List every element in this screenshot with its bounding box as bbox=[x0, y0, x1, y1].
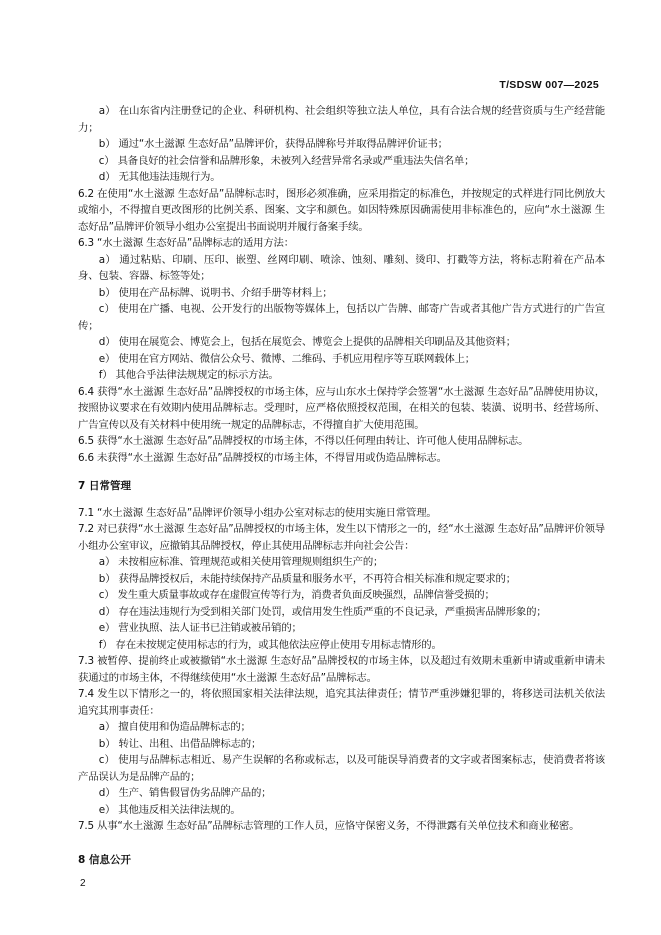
standard-code: T/SDSW 007—2025 bbox=[499, 79, 599, 91]
list-item: c） 具备良好的社会信誉和品牌形象，未被列入经营异常名录或严重违法失信名单； bbox=[98, 154, 475, 167]
list-item: e） 其他违反相关法律法规的。 bbox=[98, 803, 241, 816]
list-item: a） 擅自使用和伪造品牌标志的； bbox=[98, 721, 251, 733]
list-item: e） 营业执照、法人证书已注销或被吊销的； bbox=[98, 622, 302, 634]
list-item: a） 在山东省内注册登记的企业、科研机构、社会组织等独立法人单位，具有合法合规的经营资质与生产经营能力； bbox=[78, 105, 605, 134]
list-item: f） 其他合乎法律法规规定的标示方法。 bbox=[98, 369, 279, 381]
section-heading: 8 信息公开 bbox=[78, 853, 131, 866]
clause-7-4: 7.4 发生以下情形之一的，将依照国家相关法律法规，追究其法律责任；情节严重涉嫌犯罪的，将移送司法机关依法追究其刑事责任： bbox=[78, 688, 605, 717]
list-item: d） 生产、销售假冒伪劣品牌产品的； bbox=[98, 787, 272, 799]
clause-6-6: 6.6 未获得“水土滋源 生态好品”品牌授权的市场主体，不得冒用或伪造品牌标志。 bbox=[78, 451, 447, 464]
list-item: b） 通过“水土滋源 生态好品”品牌评价，获得品牌称号并取得品牌评价证书； bbox=[98, 138, 448, 150]
clause-6-2: 6.2 在使用“水土滋源 生态好品”品牌标志时，图形必须准确，应采用指定的标准色，并按规定的式样进行同比例放大或缩小，不得擅自更改图形的比例关系、图案、文字和颜色。如因特殊原因确需使用非标准色的，应向“水土滋源 生态好品”品牌评价领导小组办公室提出书面说明并履行备案手续。 bbox=[78, 187, 605, 233]
list-item: b） 使用在产品标牌、说明书、介绍手册等材料上； bbox=[98, 286, 333, 299]
list-item: a） 未按相应标准、管理规范或相关使用管理规则组织生产的； bbox=[98, 556, 384, 568]
clause-6-3: 6.3 “水土滋源 生态好品”品牌标志的适用方法： bbox=[78, 237, 294, 249]
list-item: d） 无其他违法违规行为。 bbox=[98, 171, 221, 183]
list-item: c） 使用在广播、电视、公开发行的出版物等媒体上，包括以广告牌、邮寄广告或者其他广告方式进行的广告宣传； bbox=[78, 303, 605, 332]
list-item: c） 使用与品牌标志相近、易产生误解的名称或标志，以及可能误导消费者的文字或者图案标志，使消费者将该产品误认为是品牌产品的； bbox=[78, 754, 605, 783]
clause-7-2: 7.2 对已获得“水土滋源 生态好品”品牌授权的市场主体，发生以下情形之一的，经“水土滋源 生态好品”品牌评价领导小组办公室审议，应撤销其品牌授权，停止其使用品牌标志并向社会公告： bbox=[78, 523, 605, 552]
list-item: d） 存在违法违规行为受到相关部门处罚，或信用发生性质严重的不良记录，严重损害品牌形象的； bbox=[98, 605, 547, 618]
document-body bbox=[78, 103, 605, 878]
list-item: b） 获得品牌授权后，未能持续保持产品质量和服务水平，不再符合相关标准和规定要求的； bbox=[98, 572, 516, 585]
clause-6-5: 6.5 获得“水土滋源 生态好品”品牌授权的市场主体，不得以任何理由转让、许可他人使用品牌标志。 bbox=[78, 435, 529, 447]
list-item: e） 使用在官方网站、微信公众号、微博、二维码、手机应用程序等互联网载体上； bbox=[98, 352, 475, 365]
clause-7-3: 7.3 被暂停、提前终止或被撤销“水土滋源 生态好品”品牌授权的市场主体，以及超过有效期未重新申请或重新申请未获通过的市场主体，不得继续使用“水土滋源 生态好品”品牌标志。 bbox=[78, 655, 605, 684]
page-number: 2 bbox=[80, 878, 86, 889]
clause-7-5: 7.5 从事“水土滋源 生态好品”品牌标志管理的工作人员，应恪守保密义务，不得泄露有关单位技术和商业秘密。 bbox=[78, 820, 580, 832]
list-item: d） 使用在展览会、博览会上，包括在展览会、博览会上提供的品牌相关印刷品及其他资料； bbox=[98, 336, 516, 348]
clause-6-4: 6.4 获得“水土滋源 生态好品”品牌授权的市场主体，应与山东水土保持学会签署“水土滋源 生态好品”品牌使用协议，按照协议要求在有效期内使用品牌标志。受理时，应严格依照授权范围，在相关的包装、装潢、说明书、经营场所、广告宣传以及有关材料中使用统一规定的品牌标志，不得擅自扩大使用范围。 bbox=[78, 385, 605, 431]
list-item: a） 通过粘贴、印刷、压印、嵌塑、丝网印刷、喷涂、蚀刻、雕刻、烫印、打戳等方法，将标志附着在产品本身、包装、容器、标签等处； bbox=[78, 253, 605, 282]
clause-7-1: 7.1 “水土滋源 生态好品”品牌评价领导小组办公室对标志的使用实施日常管理。 bbox=[78, 506, 437, 519]
section-heading: 7 日常管理 bbox=[78, 480, 131, 492]
list-item: c） 发生重大质量事故或存在虚假宣传等行为，消费者负面反映强烈，品牌信誉受损的； bbox=[98, 589, 495, 601]
list-item: f） 存在未按规定使用标志的行为，或其他依法应停止使用专用标志情形的。 bbox=[98, 638, 442, 651]
list-item: b） 转让、出租、出借品牌标志的； bbox=[98, 737, 262, 750]
